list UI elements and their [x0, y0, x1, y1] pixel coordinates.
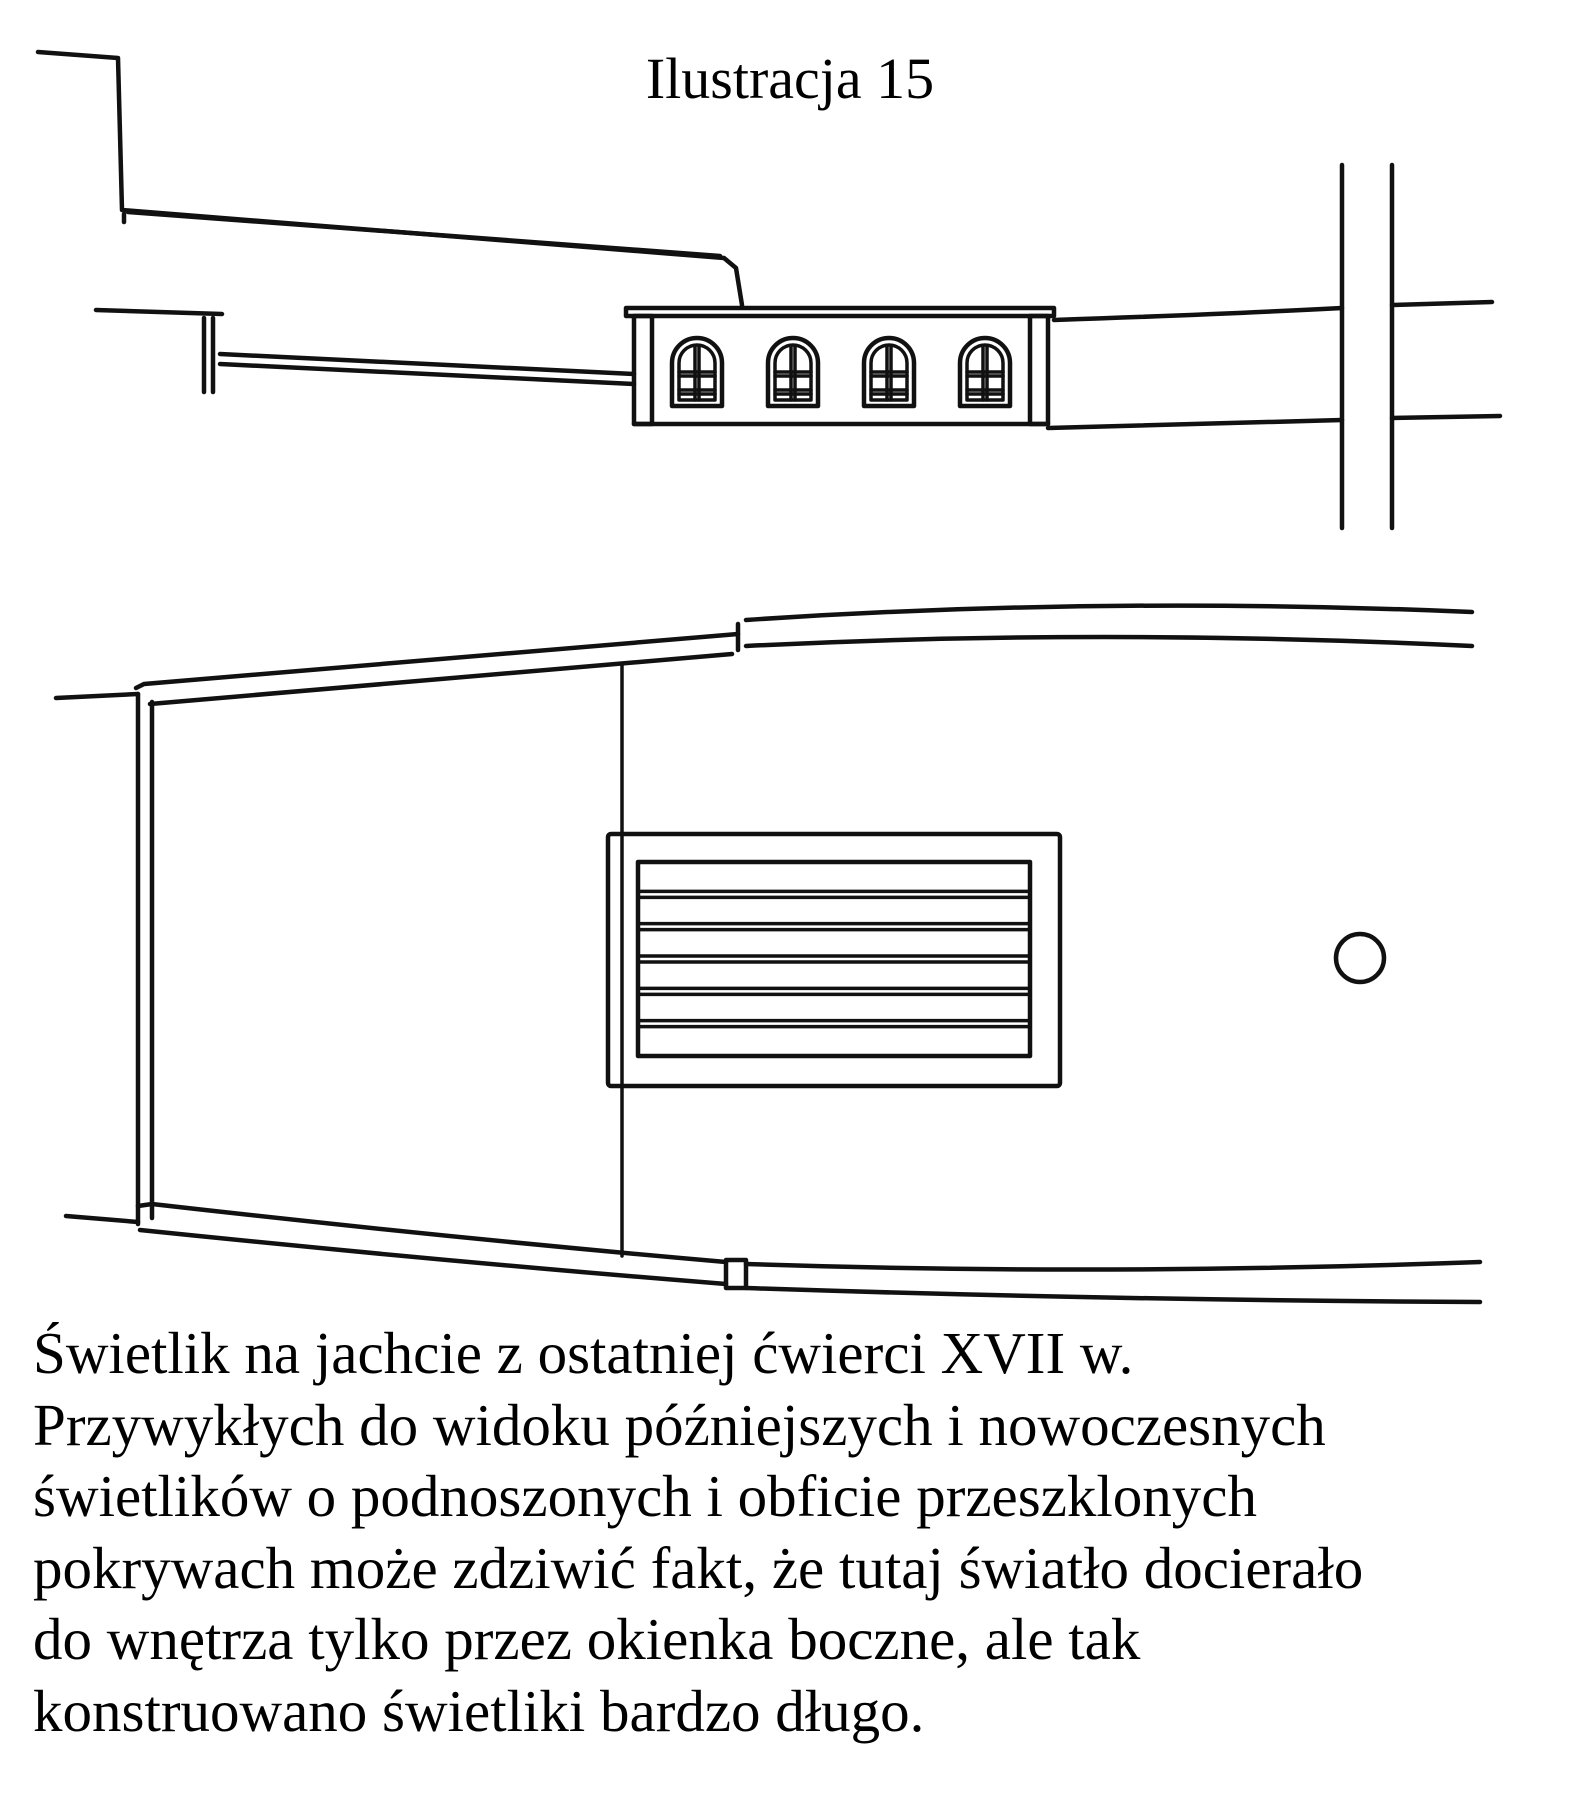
caption-line: Przywykłych do widoku późniejszych i nowoczesnych — [33, 1391, 1326, 1458]
caption-line: konstruowano świetliki bardzo długo. — [33, 1677, 925, 1744]
skylight-box-side — [626, 308, 1054, 424]
plan-lower-edge — [66, 1204, 1480, 1302]
round-deck-hatch — [1336, 934, 1384, 982]
skylight-grating — [608, 834, 1060, 1086]
caption — [33, 1318, 1573, 1747]
caption-line: do wnętrza tylko przez okienka boczne, ale tak — [33, 1606, 1141, 1672]
grating-slat — [638, 956, 1030, 962]
caption-line: pokrywach może zdziwić fakt, że tutaj światło docierało — [33, 1534, 1364, 1601]
caption-line: świetlików o podnoszonych i obficie przeszklonych — [33, 1463, 1257, 1529]
grating-slat — [638, 924, 1030, 930]
arched-window — [864, 338, 914, 406]
grating-slat — [638, 1021, 1030, 1027]
upper-rail-line — [38, 52, 742, 305]
figure-title-text: Ilustracja 15 — [645, 46, 935, 111]
skylight-windows — [672, 338, 1010, 406]
left-deck-line — [96, 310, 634, 392]
grating-slat — [638, 891, 1030, 897]
arched-window — [672, 338, 722, 406]
arched-window — [960, 338, 1010, 406]
mast — [1342, 165, 1392, 528]
grating-slats — [638, 891, 1030, 1026]
right-deck-line — [1048, 302, 1500, 428]
arched-window — [768, 338, 818, 406]
top-view — [56, 606, 1480, 1302]
caption-line: Świetlik na jachcie z ostatniej ćwierci XVII w. — [33, 1320, 1134, 1386]
plan-transom — [138, 664, 622, 1256]
grating-slat — [638, 988, 1030, 994]
plan-upper-edge — [56, 606, 1472, 704]
side-view — [38, 52, 1500, 528]
